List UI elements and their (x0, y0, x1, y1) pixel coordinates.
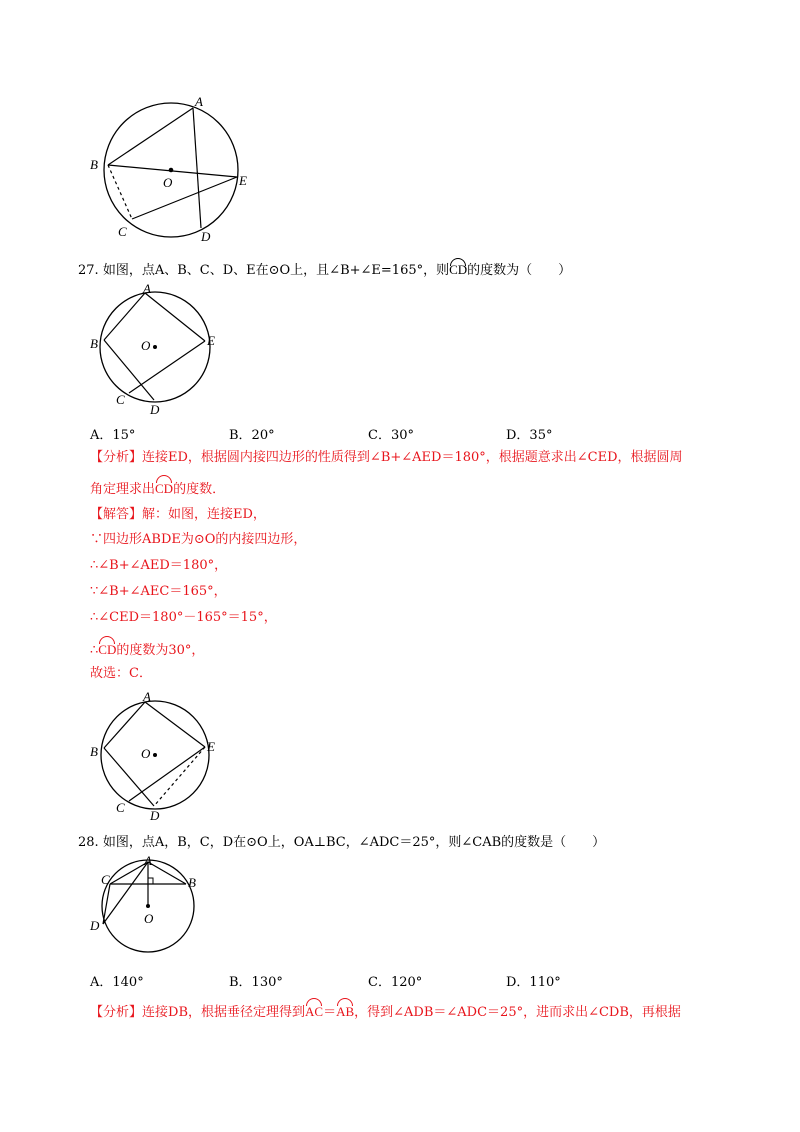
circle-figure-27 (85, 280, 230, 415)
circle-figure-28 (85, 852, 210, 972)
label-A: A (143, 689, 151, 704)
label-E: E (239, 173, 247, 188)
arc-ab: AB (336, 999, 354, 1022)
arc-cd: CD (449, 259, 467, 278)
label-A: A (143, 281, 151, 296)
equals-sign: ＝ (323, 1005, 337, 1020)
label-E: E (207, 739, 215, 754)
question-28 (78, 831, 605, 850)
arc-cd: CD (155, 476, 173, 499)
analysis-line-2 (90, 476, 225, 500)
label-B: B (90, 336, 98, 351)
analysis-text: 的度数． (173, 482, 226, 497)
label-C: C (118, 224, 127, 239)
solution-choice: 故选：C． (90, 666, 152, 681)
solution-step-4: ∴∠CED＝180°－165°＝15°， (90, 610, 277, 625)
option-b: B．130° (229, 975, 283, 990)
option-c: C．120° (368, 975, 423, 990)
analysis-text: 角定理求出 (90, 482, 156, 497)
analysis-line-1 (90, 448, 683, 468)
label-E: E (207, 333, 215, 348)
solution-step-3: ∵∠B+∠AEC＝165°， (90, 584, 227, 599)
solution-text: 解：如图，连接ED， (142, 507, 266, 522)
option-d: D．35° (506, 428, 553, 443)
analysis-tag: 【分析】 (90, 1005, 143, 1020)
question-text: 如图，点A，B，C，D在⊙O上，OA⊥BC，∠ADC＝25°，则∠CAB的度数是（ ） (102, 835, 606, 850)
question-number: 27. (78, 263, 99, 278)
label-O: O (163, 175, 173, 190)
label-C: C (116, 800, 125, 815)
label-B: B (90, 157, 98, 172)
label-A: A (195, 94, 203, 109)
analysis-line (90, 999, 681, 1023)
question-27 (78, 259, 571, 278)
label-O: O (141, 338, 151, 353)
solution-text: ∴ (90, 643, 99, 658)
label-D: D (150, 402, 160, 415)
circle-figure-top (80, 85, 260, 250)
solution-line-1 (90, 505, 266, 525)
analysis-tag: 【分析】 (90, 450, 143, 465)
option-b: B．20° (229, 428, 275, 443)
label-C: C (116, 392, 125, 407)
label-D: D (201, 229, 211, 244)
circle-figure-27-solution (85, 688, 230, 823)
solution-text: 的度数为30°， (116, 643, 205, 658)
solution-step-2: ∴∠B+∠AED＝180°， (90, 558, 228, 573)
option-a: A．15° (90, 428, 136, 443)
label-B: B (188, 875, 196, 890)
solution-tag: 【解答】 (90, 507, 143, 522)
label-O: O (144, 911, 154, 926)
option-d: D．110° (506, 975, 561, 990)
analysis-text: 连接DB，根据垂径定理得到 (142, 1005, 305, 1020)
label-O: O (141, 746, 151, 761)
option-c: C．30° (368, 428, 414, 443)
label-D: D (90, 918, 100, 933)
question-text: 如图，点A、B、C、D、E在⊙O上，且∠B+∠E=165°，则 (102, 263, 450, 278)
label-C: C (101, 872, 110, 887)
label-D: D (150, 808, 160, 823)
label-A: A (144, 853, 152, 868)
analysis-text: 连接ED，根据圆内接四边形的性质得到∠B+∠AED＝180°，根据题意求出∠CED，根据圆周 (142, 450, 683, 465)
question-number: 28. (78, 835, 99, 850)
solution-step-5 (90, 637, 204, 661)
label-B: B (90, 744, 98, 759)
question-text-end: 的度数为（ ） (467, 263, 572, 278)
solution-step-1: ∵四边形ABDE为⊙O的内接四边形， (90, 532, 307, 547)
arc-ac: AC (305, 999, 323, 1022)
arc-cd: CD (98, 637, 116, 660)
analysis-text: ，得到∠ADB＝∠ADC＝25°，进而求出∠CDB，再根据 (354, 1005, 681, 1020)
option-a: A．140° (90, 975, 144, 990)
